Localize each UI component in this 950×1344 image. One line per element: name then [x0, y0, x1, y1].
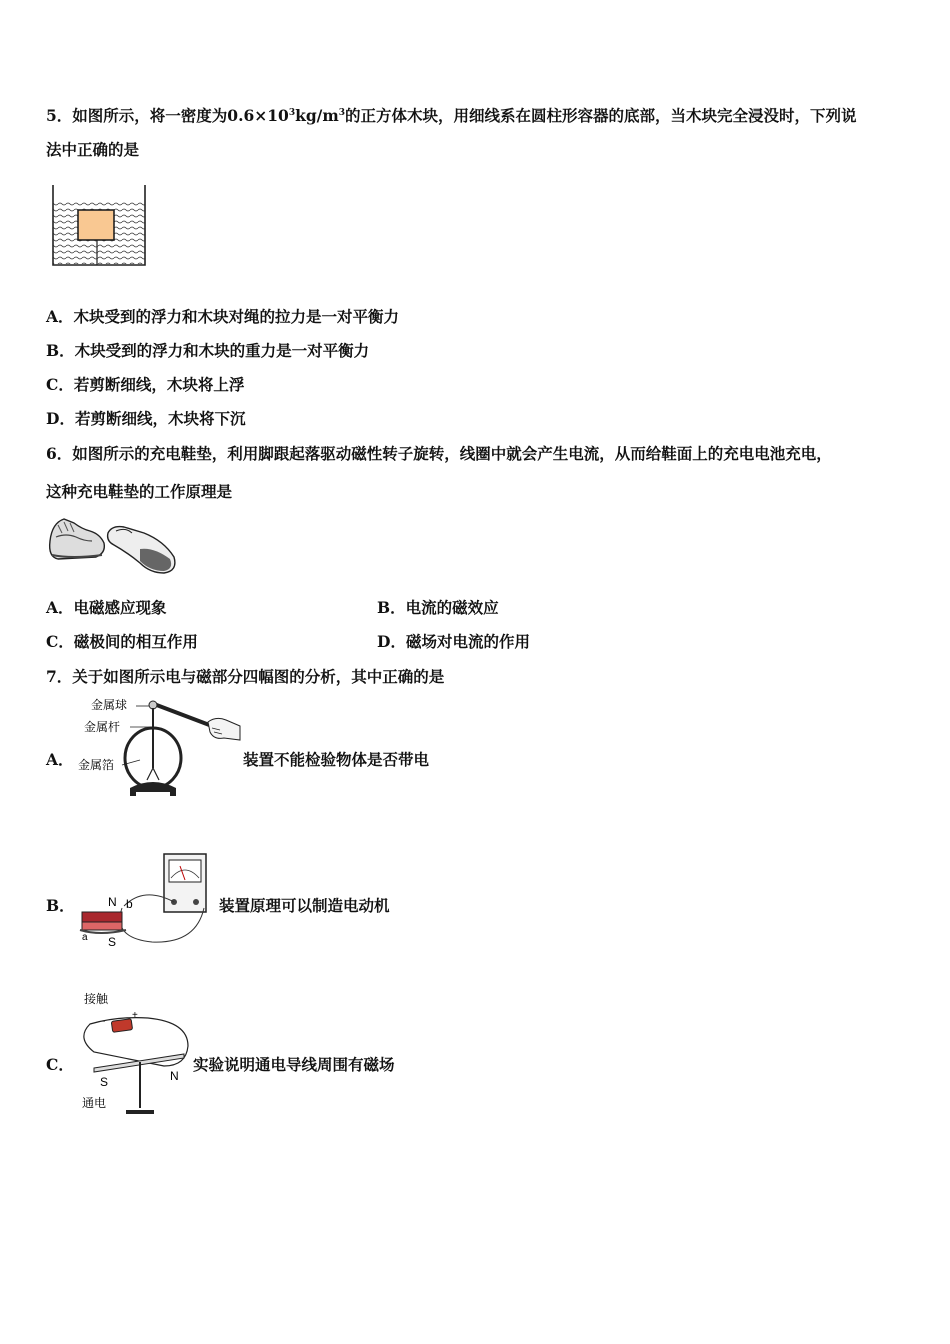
label-metal-ball: 金属球: [91, 698, 128, 712]
q7-option-c-text: 实验说明通电导线周围有磁场: [193, 1055, 395, 1074]
q5-option-d: D．若剪断细线，木块将下沉: [46, 409, 246, 428]
q7-stem: 7．关于如图所示电与磁部分四幅图的分析，其中正确的是: [46, 667, 445, 686]
q7-option-a-letter: A．: [46, 750, 74, 769]
q6-stem-line2: 这种充电鞋垫的工作原理是: [46, 482, 233, 501]
q5-density: 0.6×10: [227, 106, 289, 126]
q5-stem-b: 的正方体木块，用细线系在圆柱形容器的底部，当木块完全浸没时，下列说: [345, 106, 857, 126]
q7-induction-figure: [74, 836, 218, 960]
q7-option-b-text: 装置原理可以制造电动机: [219, 896, 390, 915]
label-south: S: [108, 935, 117, 949]
svg-text:-: -: [102, 1016, 106, 1027]
q7-oersted-figure: [74, 986, 192, 1122]
q5-option-b: B．木块受到的浮力和木块的重力是一对平衡力: [46, 341, 370, 360]
q6-option-b: B．电流的磁效应: [377, 598, 499, 617]
q5-stem-line2: 法中正确的是: [46, 140, 140, 159]
q5-unit-exp: 3: [338, 108, 345, 118]
label-a: a: [82, 932, 88, 943]
q5-container-figure: [50, 183, 148, 269]
q5-unit: kg/m: [295, 106, 339, 126]
q6-stem-line1: 6．如图所示的充电鞋垫，利用脚跟起落驱动磁性转子旋转，线圈中就会产生电流，从而给鞋面上的充电电池充电，: [46, 444, 832, 463]
q5-option-a: A．木块受到的浮力和木块对绳的拉力是一对平衡力: [46, 307, 400, 326]
q6-option-a: A．电磁感应现象: [46, 598, 167, 617]
q6-option-d: D．磁场对电流的作用: [377, 632, 530, 651]
label-south: S: [100, 1075, 109, 1089]
q7-option-a-text: 装置不能检验物体是否带电: [243, 750, 430, 769]
label-b: b: [126, 897, 133, 911]
q7-option-b-letter: B．: [46, 896, 75, 915]
label-metal-foil: 金属箔: [78, 758, 115, 772]
label-contact: 接触: [84, 992, 109, 1006]
q5-stem-a: 5．如图所示，将一密度为: [46, 106, 228, 126]
q7-electroscope-figure: [74, 694, 242, 802]
q6-option-c: C．磁极间的相互作用: [46, 632, 198, 651]
q7-option-c-letter: C．: [46, 1055, 74, 1074]
label-energized: 通电: [82, 1096, 107, 1110]
svg-text:+: +: [132, 1010, 138, 1021]
q5-option-c: C．若剪断细线，木块将上浮: [46, 375, 245, 394]
label-metal-rod: 金属杆: [84, 720, 121, 734]
q6-shoe-insole-figure: [44, 511, 180, 577]
label-north: N: [170, 1069, 179, 1083]
q5-exp: 3: [288, 108, 296, 118]
label-north: N: [108, 895, 117, 909]
q5-stem-line1: [46, 103, 857, 126]
